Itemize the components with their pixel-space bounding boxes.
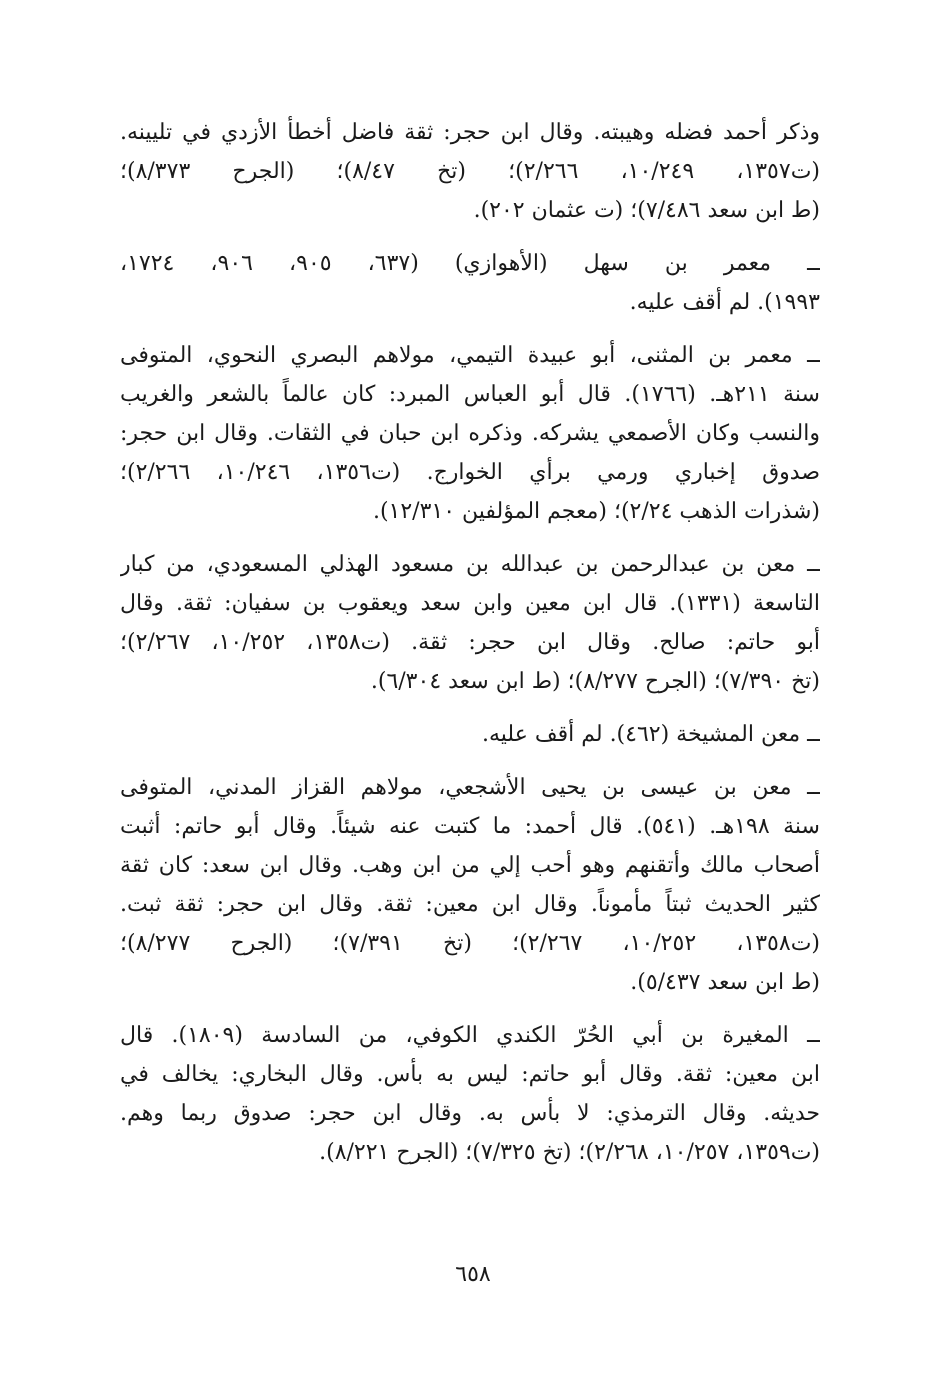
text-line: (ت١٣٥٩، ١٠/٢٥٧، ٢/٢٦٨)؛ (تخ ٧/٣٢٥)؛ (الجرح ٨/٢٢١). — [319, 1140, 820, 1165]
text-line: (ط ابن سعد ٧/٤٨٦)؛ (ت عثمان ٢٠٢). — [473, 198, 820, 223]
text-line: التاسعة (١٣٣١). قال ابن معين وابن سعد ويعقوب بن سفيان: ثقة. وقال — [120, 591, 820, 616]
text-line: وذكر أحمد فضله وهيبته. وقال ابن حجر: ثقة فاضل أخطأ الأزدي في تليينه. — [120, 120, 820, 145]
entry-man-al-mashyakha — [120, 715, 820, 754]
text-line: حديثه. وقال الترمذي: لا بأس به. وقال ابن حجر: صدوق ربما وهم. — [120, 1101, 820, 1126]
text-line: أصحاب مالك وأتقنهم وهو أحب إلي من ابن وهب. وقال ابن سعد: كان ثقة — [120, 853, 820, 878]
text-line: (ت١٣٥٨، ١٠/٢٥٢، ٢/٢٦٧)؛ (تخ ٧/٣٩١)؛ (الجرح ٨/٢٧٧)؛ — [120, 931, 820, 956]
text-line: (ط ابن سعد ٥/٤٣٧). — [630, 970, 820, 995]
entry-mamar-ibn-sahl — [120, 244, 820, 322]
text-line: (شذرات الذهب ٢/٢٤)؛ (معجم المؤلفين ١٢/٣١٠). — [372, 499, 820, 524]
page-number: ٦٥٨ — [455, 1262, 491, 1287]
text-line: سنة ٢١١هـ. (١٧٦٦). قال أبو العباس المبرد: كان عالماً بالشعر والغريب — [120, 382, 820, 407]
text-line: ــ معمر بن المثنى، أبو عبيدة التيمي، مولاهم البصري النحوي، المتوفى — [120, 343, 820, 368]
text-line: سنة ١٩٨هـ. (٥٤١). قال أحمد: ما كتبت عنه شيئاً. وقال أبو حاتم: أثبت — [120, 814, 820, 839]
text-line: ــ المغيرة بن أبي الحُرّ الكندي الكوفي، من السادسة (١٨٠٩). قال — [120, 1023, 820, 1048]
text-line: كثير الحديث ثبتاً مأموناً. وقال ابن معين: ثقة. وقال ابن حجر: ثقة ثبت. — [120, 892, 820, 917]
text-line: ١٩٩٣). لم أقف عليه. — [629, 290, 820, 315]
text-line: صدوق إخباري ورمي برأي الخوارج. (ت١٣٥٦، ١٠/٢٤٦، ٢/٢٦٦)؛ — [120, 460, 820, 485]
entry-continuation — [120, 113, 820, 230]
text-line: ــ معن بن عبدالرحمن بن عبدالله بن مسعود الهذلي المسعودي، من كبار — [120, 552, 820, 577]
text-line: ابن معين: ثقة. وقال أبو حاتم: ليس به بأس. وقال البخاري: يخالف في — [120, 1062, 820, 1087]
text-line: (ت١٣٥٧، ١٠/٢٤٩، ٢/٢٦٦)؛ (تخ ٨/٤٧)؛ (الجرح ٨/٣٧٣)؛ — [120, 159, 820, 184]
entry-mamar-ibn-al-muthanna — [120, 336, 820, 531]
text-line: ــ معن المشيخة (٤٦٢). لم أقف عليه. — [482, 722, 820, 747]
entry-al-mughira — [120, 1016, 820, 1172]
text-line: والنسب وكان الأصمعي يشركه. وذكره ابن حبان في الثقات. وقال ابن حجر: — [120, 421, 820, 446]
text-line: (تخ ٧/٣٩٠)؛ (الجرح ٨/٢٧٧)؛ (ط ابن سعد ٦/٣٠٤). — [370, 669, 820, 694]
text-line: ــ معن بن عيسى بن يحيى الأشجعي، مولاهم القزاز المدني، المتوفى — [120, 775, 820, 800]
text-line: ــ معمر بن سهل (الأهوازي) (٦٣٧، ٩٠٥، ٩٠٦، ١٧٢٤، — [120, 251, 820, 276]
entry-man-ibn-isa — [120, 768, 820, 1002]
entry-man-ibn-abdurrahman — [120, 545, 820, 701]
text-line: أبو حاتم: صالح. وقال ابن حجر: ثقة. (ت١٣٥٨، ١٠/٢٥٢، ٢/٢٦٧)؛ — [120, 630, 820, 655]
page-body — [120, 113, 820, 1186]
